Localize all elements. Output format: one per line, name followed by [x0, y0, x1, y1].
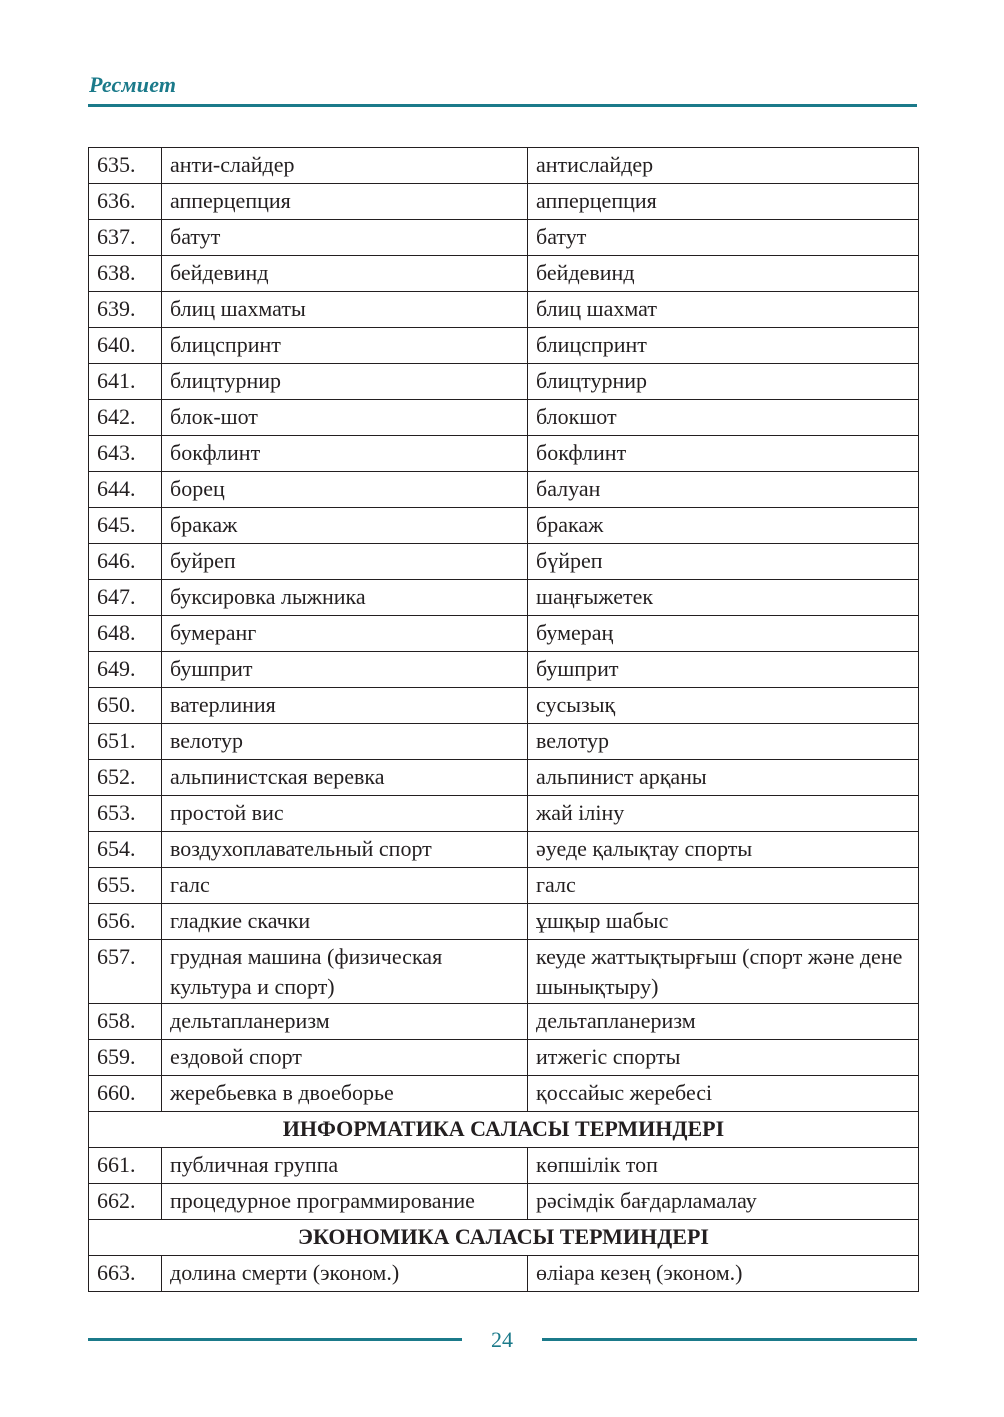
term-kazakh: блокшот	[528, 400, 919, 436]
term-number: 649.	[89, 652, 162, 688]
term-russian: дельтапланеризм	[162, 1004, 528, 1040]
term-row	[89, 184, 919, 220]
term-number: 642.	[89, 400, 162, 436]
term-russian: альпинистская веревка	[162, 760, 528, 796]
term-number: 646.	[89, 544, 162, 580]
term-russian: грудная машина (физическая культура и спорт)	[162, 940, 528, 1004]
term-russian: велотур	[162, 724, 528, 760]
section-heading: ИНФОРМАТИКА САЛАСЫ ТЕРМИНДЕРІ	[89, 1112, 919, 1148]
footer-divider-right	[542, 1338, 917, 1341]
term-row	[89, 652, 919, 688]
term-row	[89, 544, 919, 580]
term-russian: ватерлиния	[162, 688, 528, 724]
term-russian: блицспринт	[162, 328, 528, 364]
term-row	[89, 796, 919, 832]
term-kazakh: блиц шахмат	[528, 292, 919, 328]
term-row	[89, 328, 919, 364]
terms-table	[88, 147, 919, 1292]
term-row	[89, 508, 919, 544]
term-row	[89, 832, 919, 868]
term-kazakh: бракаж	[528, 508, 919, 544]
term-russian: долина смерти (эконом.)	[162, 1256, 528, 1292]
term-kazakh: апперцепция	[528, 184, 919, 220]
term-row	[89, 400, 919, 436]
term-row	[89, 580, 919, 616]
term-number: 654.	[89, 832, 162, 868]
term-number: 641.	[89, 364, 162, 400]
term-kazakh: велотур	[528, 724, 919, 760]
term-number: 648.	[89, 616, 162, 652]
section-heading: ЭКОНОМИКА САЛАСЫ ТЕРМИНДЕРІ	[89, 1220, 919, 1256]
term-row	[89, 1256, 919, 1292]
term-russian: блок-шот	[162, 400, 528, 436]
term-russian: бейдевинд	[162, 256, 528, 292]
term-row	[89, 256, 919, 292]
term-russian: апперцепция	[162, 184, 528, 220]
term-row	[89, 760, 919, 796]
term-kazakh: блицтурнир	[528, 364, 919, 400]
term-kazakh: қоссайыс жеребесі	[528, 1076, 919, 1112]
term-russian: буксировка лыжника	[162, 580, 528, 616]
term-kazakh: өліара кезең (эконом.)	[528, 1256, 919, 1292]
term-russian: галс	[162, 868, 528, 904]
term-kazakh: сусызық	[528, 688, 919, 724]
term-kazakh: рәсімдік бағдарламалау	[528, 1184, 919, 1220]
term-number: 644.	[89, 472, 162, 508]
term-row	[89, 472, 919, 508]
term-russian: бокфлинт	[162, 436, 528, 472]
term-number: 635.	[89, 148, 162, 184]
term-russian: публичная группа	[162, 1148, 528, 1184]
term-russian: гладкие скачки	[162, 904, 528, 940]
term-kazakh: галс	[528, 868, 919, 904]
term-russian: батут	[162, 220, 528, 256]
term-kazakh: балуан	[528, 472, 919, 508]
term-number: 651.	[89, 724, 162, 760]
footer-divider-left	[88, 1338, 462, 1341]
term-russian: воздухоплавательный спорт	[162, 832, 528, 868]
term-row	[89, 688, 919, 724]
term-number: 647.	[89, 580, 162, 616]
term-russian: блиц шахматы	[162, 292, 528, 328]
term-row	[89, 148, 919, 184]
term-russian: анти-слайдер	[162, 148, 528, 184]
term-number: 638.	[89, 256, 162, 292]
term-row	[89, 436, 919, 472]
term-kazakh: бейдевинд	[528, 256, 919, 292]
term-row	[89, 904, 919, 940]
term-kazakh: бокфлинт	[528, 436, 919, 472]
term-row	[89, 724, 919, 760]
term-number: 636.	[89, 184, 162, 220]
term-row	[89, 1076, 919, 1112]
term-kazakh: итжегіс спорты	[528, 1040, 919, 1076]
term-kazakh: кеуде жаттықтырғыш (спорт және дене шынықтыру)	[528, 940, 919, 1004]
term-row	[89, 1184, 919, 1220]
term-number: 639.	[89, 292, 162, 328]
page-header-title: Ресмиет	[89, 72, 177, 97]
term-kazakh: батут	[528, 220, 919, 256]
term-russian: бумеранг	[162, 616, 528, 652]
term-number: 662.	[89, 1184, 162, 1220]
term-russian: ездовой спорт	[162, 1040, 528, 1076]
term-row	[89, 220, 919, 256]
term-russian: процедурное программирование	[162, 1184, 528, 1220]
term-kazakh: бүйреп	[528, 544, 919, 580]
term-row	[89, 616, 919, 652]
term-number: 657.	[89, 940, 162, 1004]
term-row	[89, 868, 919, 904]
term-kazakh: шаңғыжетек	[528, 580, 919, 616]
term-row	[89, 1040, 919, 1076]
term-number: 652.	[89, 760, 162, 796]
term-row	[89, 364, 919, 400]
section-row-informatics	[89, 1112, 919, 1148]
term-russian: борец	[162, 472, 528, 508]
term-kazakh: бумераң	[528, 616, 919, 652]
header-divider	[88, 104, 917, 107]
terms-table-body	[89, 148, 919, 1292]
term-number: 645.	[89, 508, 162, 544]
term-number: 653.	[89, 796, 162, 832]
term-row	[89, 940, 919, 1004]
term-number: 643.	[89, 436, 162, 472]
term-number: 658.	[89, 1004, 162, 1040]
term-row	[89, 1004, 919, 1040]
term-kazakh: әуеде қалықтау спорты	[528, 832, 919, 868]
term-number: 637.	[89, 220, 162, 256]
term-kazakh: бушприт	[528, 652, 919, 688]
section-row-economics	[89, 1220, 919, 1256]
term-number: 659.	[89, 1040, 162, 1076]
term-number: 650.	[89, 688, 162, 724]
term-kazakh: альпинист арқаны	[528, 760, 919, 796]
term-kazakh: көпшілік топ	[528, 1148, 919, 1184]
term-russian: блицтурнир	[162, 364, 528, 400]
term-russian: буйреп	[162, 544, 528, 580]
term-number: 655.	[89, 868, 162, 904]
term-russian: простой вис	[162, 796, 528, 832]
term-row	[89, 292, 919, 328]
term-number: 663.	[89, 1256, 162, 1292]
page-number: 24	[491, 1327, 513, 1352]
term-number: 661.	[89, 1148, 162, 1184]
term-kazakh: дельтапланеризм	[528, 1004, 919, 1040]
term-number: 640.	[89, 328, 162, 364]
term-kazakh: антислайдер	[528, 148, 919, 184]
term-russian: бушприт	[162, 652, 528, 688]
term-number: 660.	[89, 1076, 162, 1112]
term-russian: жеребьевка в двоеборье	[162, 1076, 528, 1112]
term-number: 656.	[89, 904, 162, 940]
term-row	[89, 1148, 919, 1184]
term-kazakh: ұшқыр шабыс	[528, 904, 919, 940]
term-kazakh: блицспринт	[528, 328, 919, 364]
term-kazakh: жай іліну	[528, 796, 919, 832]
term-russian: бракаж	[162, 508, 528, 544]
